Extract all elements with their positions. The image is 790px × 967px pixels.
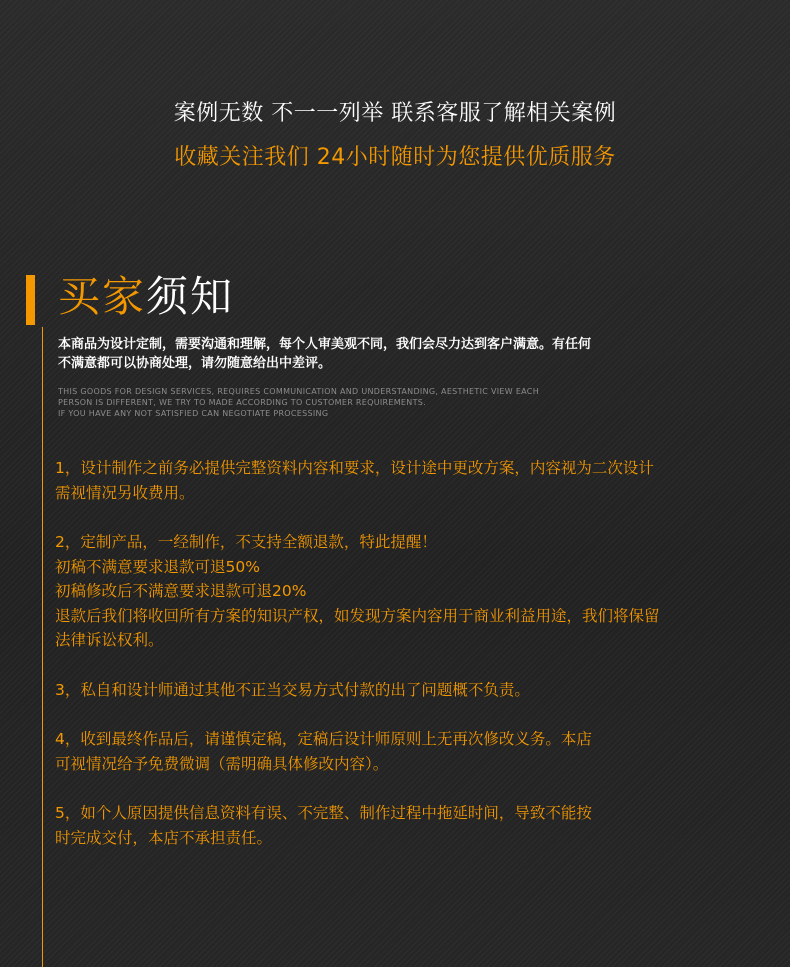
notice-line: 1，设计制作之前务必提供完整资料内容和要求，设计途中更改方案，内容视为二次设计 — [55, 459, 654, 477]
notice-line: 5，如个人原因提供信息资料有误、不完整、制作过程中拖延时间，导致不能按 — [55, 804, 592, 822]
section-title-accent: 买家 — [58, 272, 147, 321]
english-line: THIS GOODS FOR DESIGN SERVICES, REQUIRES COMMUNICATION AND UNDERSTANDING, AESTHETIC VIEW EACH — [58, 387, 540, 396]
english-subtext — [58, 386, 738, 419]
intro-line: 不满意都可以协商处理，请勿随意给出中差评。 — [58, 356, 332, 371]
notice-item-3 — [55, 678, 773, 703]
notice-line: 法律诉讼权利。 — [55, 631, 164, 649]
notice-item-1 — [55, 456, 773, 505]
section-title-rest: 须知 — [146, 272, 235, 321]
notice-line: 初稿不满意要求退款可退50% — [55, 557, 260, 576]
notice-line: 需视情况另收费用。 — [55, 483, 195, 502]
english-line: IF YOU HAVE ANY NOT SATISFIED CAN NEGOTIATE PROCESSING — [58, 409, 329, 418]
notice-line: 初稿修改后不满意要求退款可退20% — [55, 582, 307, 600]
intro-line: 本商品为设计定制，需要沟通和理解，每个人审美观不同，我们会尽力达到客户满意。有任何 — [58, 337, 592, 352]
title-accent-bar — [26, 275, 35, 325]
notice-line: 4，收到最终作品后，请谨慎定稿，定稿后设计师原则上无再次修改义务。本店 — [55, 730, 592, 748]
notice-line: 3，私自和设计师通过其他不正当交易方式付款的出了问题概不负责。 — [55, 680, 530, 699]
notice-line: 退款后我们将收回所有方案的知识产权，如发现方案内容用于商业利益用途，我们将保留 — [55, 606, 660, 625]
headline-follow: 收藏关注我们 24小时随时为您提供优质服务 — [174, 145, 616, 170]
notice-item-5 — [55, 801, 773, 850]
notice-line: 2，定制产品，一经制作，不支持全额退款，特此提醒！ — [55, 533, 437, 551]
notice-item-2 — [55, 530, 773, 653]
notice-line: 可视情况给予免费微调（需明确具体修改内容）。 — [55, 754, 389, 773]
notice-line: 时完成交付，本店不承担责任。 — [55, 828, 273, 847]
left-accent-line — [42, 327, 43, 967]
notice-list — [55, 456, 773, 875]
english-line: PERSON IS DIFFERENT, WE TRY TO MADE ACCORDING TO CUSTOMER REQUIREMENTS. — [58, 398, 426, 407]
headline-cases: 案例无数 不一一列举 联系客服了解相关案例 — [173, 101, 617, 126]
intro-text — [58, 335, 763, 373]
section-title — [58, 268, 234, 326]
notice-item-4 — [55, 727, 773, 776]
